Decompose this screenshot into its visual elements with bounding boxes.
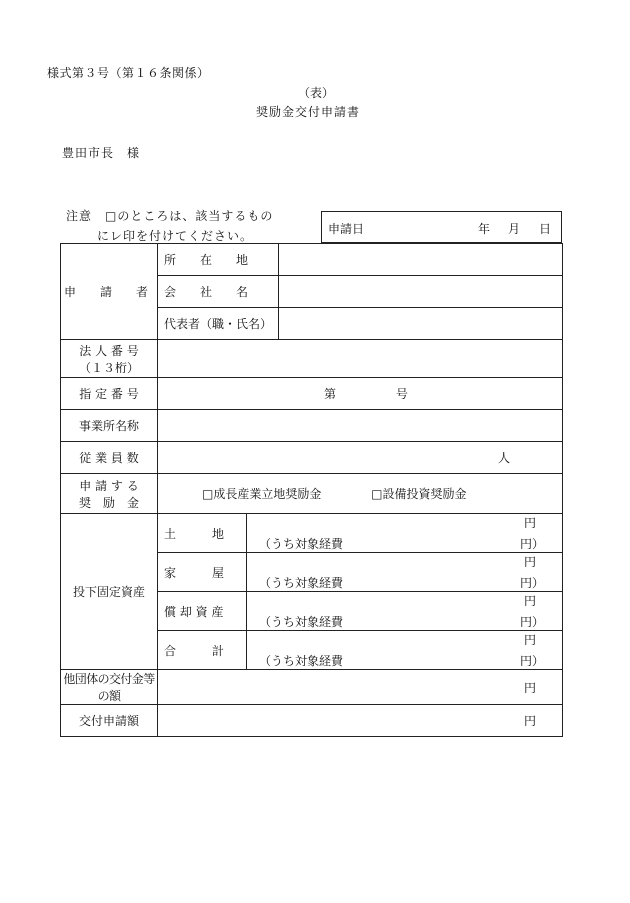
- asset-value-depreciable[interactable]: [247, 592, 563, 631]
- representative-field[interactable]: [279, 308, 563, 340]
- year-label: 年: [478, 222, 491, 236]
- asset-value-building[interactable]: [247, 553, 563, 592]
- corporate-number-label-line-2: （１３桁）: [78, 360, 139, 375]
- corporate-number-label: [61, 340, 158, 378]
- month-label: 月: [508, 222, 521, 236]
- corporate-number-field[interactable]: [158, 340, 563, 378]
- corporate-number-label-line-1: 法 人 番 号: [79, 343, 139, 358]
- employees-label: 従 業 員 数: [61, 442, 158, 474]
- asset-sub-depreciable: （うち対象経費: [259, 615, 344, 629]
- asset-sub-land: （うち対象経費: [259, 537, 344, 551]
- incentive-label-line-1: 申 請 す る: [79, 478, 139, 493]
- other-grants-field[interactable]: [158, 670, 563, 705]
- asset-sub-yen-land: 円）: [520, 537, 545, 551]
- incentive-options: [158, 474, 563, 514]
- asset-yen-depreciable: 円: [524, 594, 537, 608]
- application-date-box[interactable]: [321, 211, 562, 243]
- asset-name-total: 合 計: [158, 631, 247, 670]
- asset-value-total[interactable]: [247, 631, 563, 670]
- employees-unit: 人: [498, 451, 511, 465]
- asset-name-depreciable: 償 却 資 産: [158, 592, 247, 631]
- capital-investment-checkbox[interactable]: □設備投資奨励金: [371, 487, 467, 501]
- asset-sub-yen-total: 円）: [520, 654, 545, 668]
- designation-dai: 第: [324, 387, 337, 401]
- addressee: 豊田市長 様: [62, 146, 141, 160]
- asset-yen-land: 円: [524, 516, 537, 530]
- representative-label: 代表者（職・氏名）: [158, 308, 279, 340]
- form-number: 様式第３号（第１６条関係）: [47, 66, 210, 80]
- other-grants-yen: 円: [524, 680, 537, 695]
- asset-yen-building: 円: [524, 555, 537, 569]
- designation-number-label: 指 定 番 号: [61, 378, 158, 410]
- company-name-label: 会 社 名: [158, 276, 279, 308]
- company-name-field[interactable]: [279, 276, 563, 308]
- page-title: 奨励金交付申請書: [256, 105, 361, 119]
- office-name-label: 事業所名称: [61, 410, 158, 442]
- incentive-label-line-2: 奨 励 金: [78, 495, 139, 510]
- asset-sub-yen-building: 円）: [520, 576, 545, 590]
- designation-number-field[interactable]: [158, 378, 563, 410]
- requested-amount-label: 交付申請額: [61, 705, 158, 737]
- incentive-label: [61, 474, 158, 514]
- application-date-label: 申請日: [328, 222, 365, 236]
- application-form-table: [60, 243, 563, 737]
- employees-field[interactable]: [158, 442, 563, 474]
- asset-sub-building: （うち対象経費: [259, 576, 344, 590]
- side-label: （表）: [298, 86, 335, 100]
- fixed-assets-label: 投下固定資産: [61, 514, 158, 670]
- growth-industry-checkbox[interactable]: □成長産業立地奨励金: [202, 487, 322, 501]
- designation-go: 号: [395, 387, 408, 401]
- location-label: 所 在 地: [158, 244, 279, 276]
- office-name-field[interactable]: [158, 410, 563, 442]
- asset-yen-total: 円: [524, 633, 537, 647]
- asset-name-land: 土 地: [158, 514, 247, 553]
- requested-amount-yen: 円: [524, 714, 537, 728]
- note-line-2: にレ印を付けてください。: [97, 229, 254, 243]
- asset-sub-yen-depreciable: 円）: [520, 615, 545, 629]
- asset-name-building: 家 屋: [158, 553, 247, 592]
- day-label: 日: [539, 222, 552, 236]
- applicant-label: 申 請 者: [61, 244, 158, 340]
- other-grants-label: 他団体の交付金等の額: [61, 670, 158, 705]
- note-line-1: 注意 □のところは、該当するもの: [66, 209, 274, 223]
- asset-sub-total: （うち対象経費: [259, 654, 344, 668]
- requested-amount-field[interactable]: [158, 705, 563, 737]
- location-field[interactable]: [279, 244, 563, 276]
- asset-value-land[interactable]: [247, 514, 563, 553]
